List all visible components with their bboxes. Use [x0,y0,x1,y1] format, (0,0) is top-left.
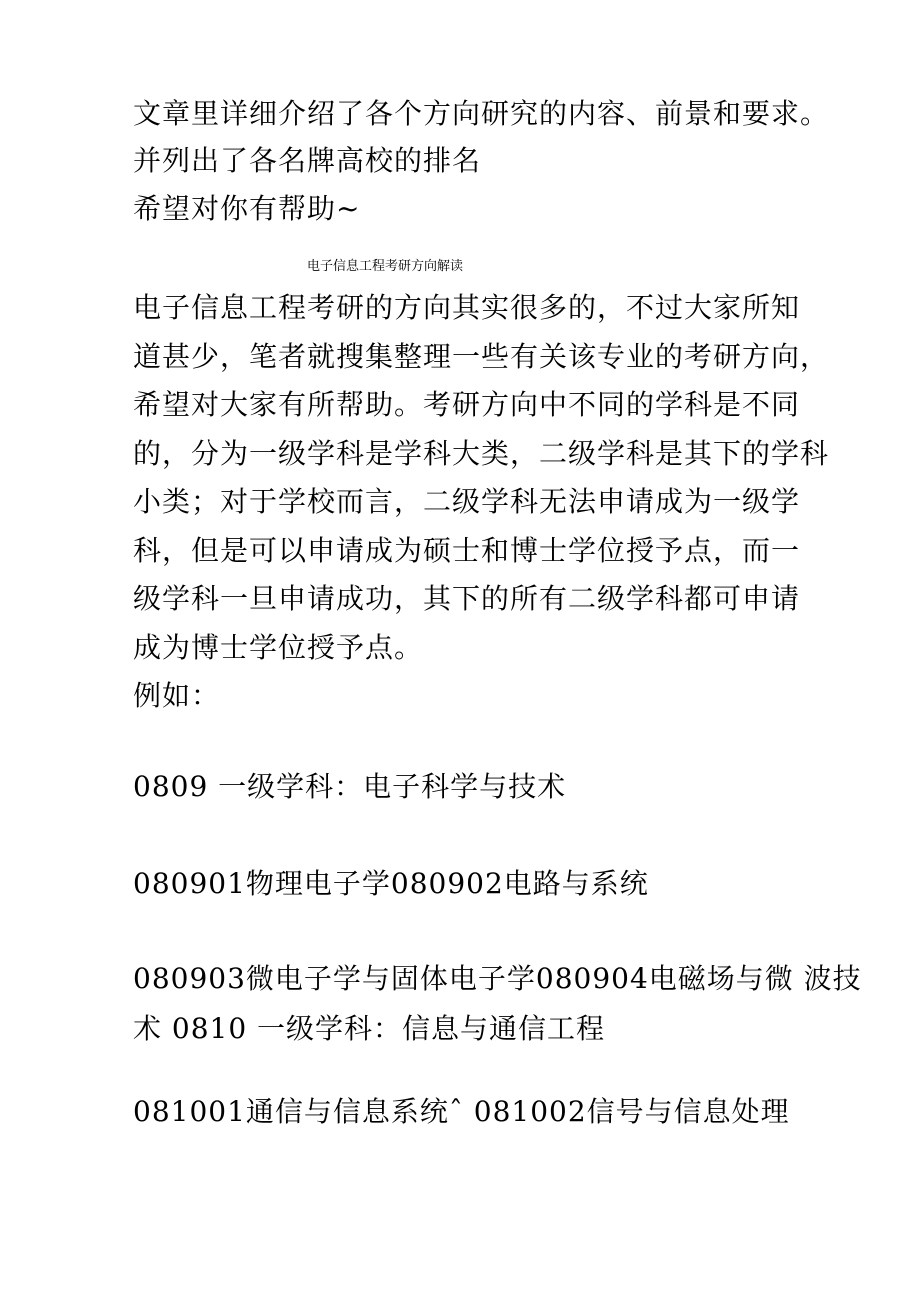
body-line: 希望对大家有所帮助。考研方向中不同的学科是不同 [133,388,801,421]
example-label: 例如： [133,679,221,712]
document-subtitle: 电子信息工程考研方向解读 [307,259,464,274]
body-line: 级学科一旦申请成功，其下的所有二级学科都可申请 [133,582,801,615]
intro-line-3: 希望对你有帮助~ [133,192,361,225]
body-line: 成为博士学位授予点。 [133,630,424,664]
body-line: 小类；对于学校而言，二级学科无法申请成为一级学 [133,485,801,518]
intro-line-2: 并列出了各名牌高校的排名 [133,144,482,177]
body-line: 科，但是可以申请成为硕士和博士学位授予点，而一 [133,533,801,567]
body-line: 道甚少，笔者就搜集整理一些有关该专业的考研方向， [133,339,830,373]
body-line: 电子信息工程考研的方向其实很多的，不过大家所知 [133,291,801,324]
example-line-4: 术 0810 一级学科：信息与通信工程 [133,1012,606,1045]
example-line-5: 081001通信与信息系统ˆ 081002信号与信息处理 [133,1095,790,1128]
body-paragraph [133,284,830,721]
example-line-2: 080901物理电子学080902电路与系统 [133,867,649,900]
body-line: 的，分为一级学科是学科大类，二级学科是其下的学科 [133,436,830,470]
intro-line-1: 文章里详细介绍了各个方向研究的内容、前景和要求。 [133,97,830,130]
example-line-1: 0809 一级学科：电子科学与技术 [133,770,567,803]
example-line-3: 080903微电子学与固体电子学080904电磁场与微 波技 [133,962,862,995]
